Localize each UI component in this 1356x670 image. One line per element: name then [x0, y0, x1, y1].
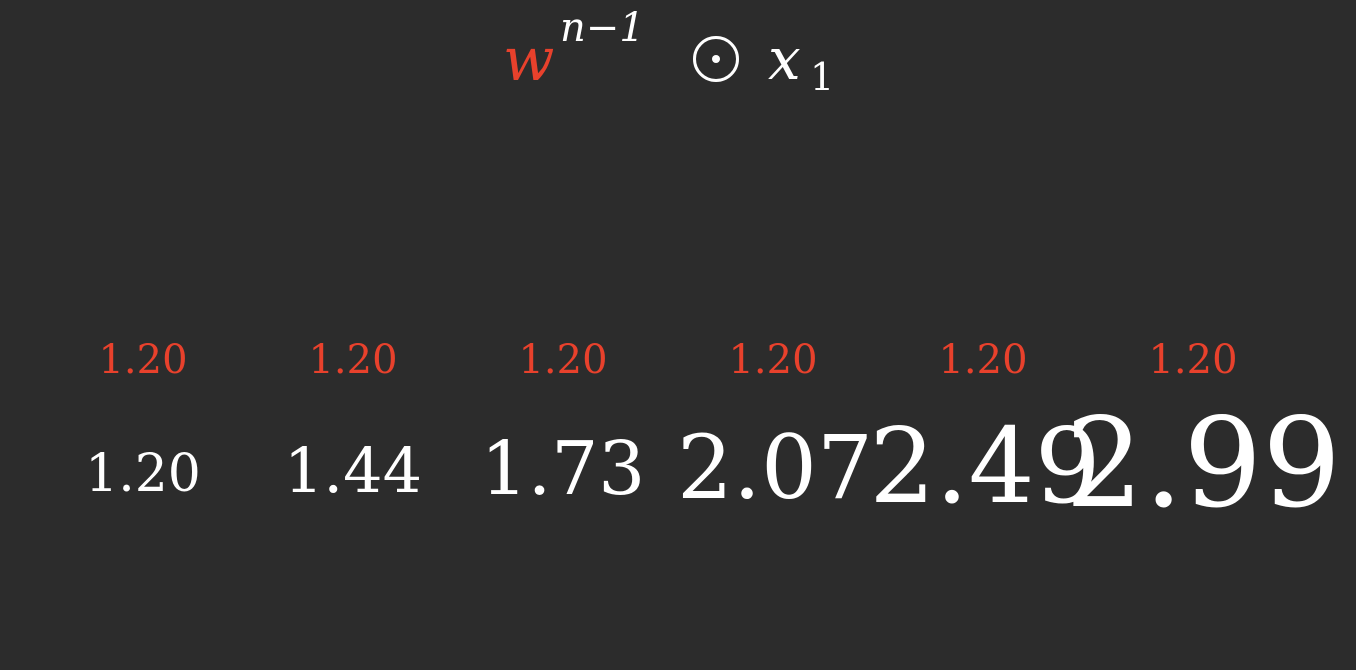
product-value: 2.49 — [869, 405, 1101, 527]
weight-label: 1.20 — [1148, 337, 1238, 383]
weight-label: 1.20 — [518, 337, 608, 383]
exponent: n−1 — [560, 5, 645, 51]
weight-label: 1.20 — [308, 337, 398, 383]
product-value: 1.44 — [283, 434, 423, 507]
product-value: 2.07 — [677, 416, 873, 519]
weight-label: 1.20 — [938, 337, 1028, 383]
formula-title — [500, 5, 860, 99]
product-value: 1.20 — [85, 444, 201, 504]
hadamard-operator-icon — [693, 36, 739, 82]
weight-symbol: w — [503, 25, 555, 95]
product-value: 2.99 — [1065, 392, 1342, 536]
weight-label: 1.20 — [728, 337, 818, 383]
weight-label: 1.20 — [98, 337, 188, 383]
product-value: 1.73 — [480, 426, 646, 512]
input-subscript: 1 — [810, 55, 835, 99]
input-symbol: x — [768, 25, 801, 93]
